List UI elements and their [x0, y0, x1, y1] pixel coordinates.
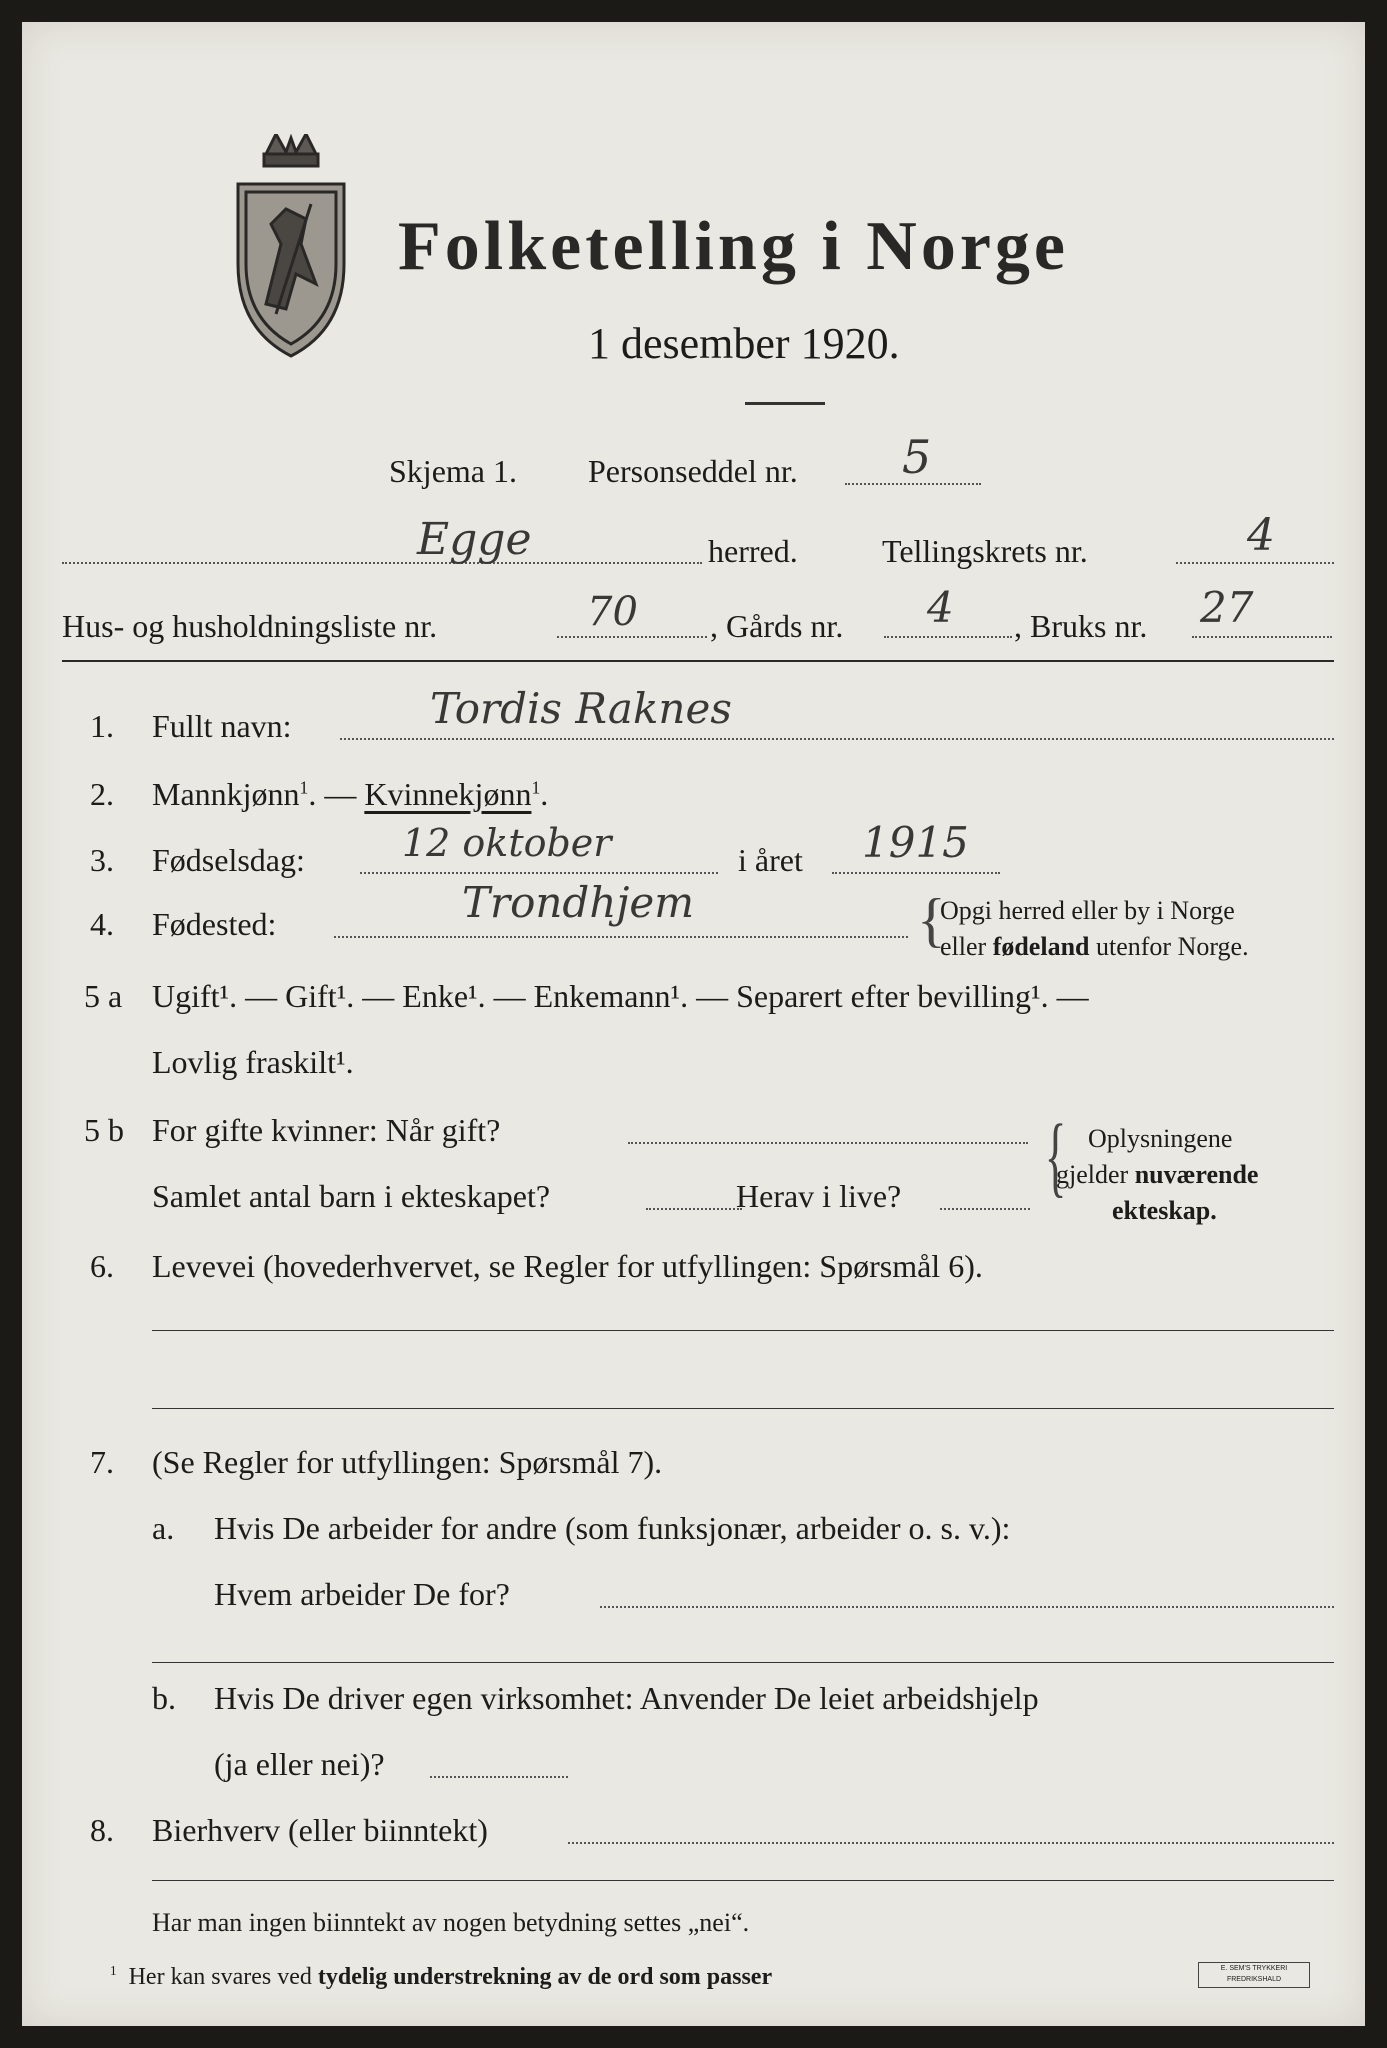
q3-label: Fødselsdag:: [152, 842, 305, 878]
tellingskrets-label: Tellingskrets nr.: [882, 533, 1088, 569]
q5b-brace: {: [1044, 1107, 1067, 1206]
q5b-children-label: Samlet antal barn i ekteskapet?: [152, 1178, 551, 1214]
q5b-note3: ekteskap.: [1112, 1196, 1217, 1225]
q6-answer-line1[interactable]: [152, 1330, 1334, 1331]
q8-number: 8.: [90, 1812, 114, 1848]
form-title: Folketelling i Norge: [398, 208, 1070, 285]
q7-label: (Se Regler for utfyllingen: Spørsmål 7).: [152, 1444, 663, 1480]
q4-birthplace[interactable]: Trondhjem: [462, 878, 695, 927]
gards-line: [884, 636, 1012, 638]
q7b-line1: Hvis De driver egen virksomhet: Anvender De leiet arbeidshjelp: [214, 1680, 1039, 1716]
husliste-label: Hus- og husholdningsliste nr.: [62, 608, 438, 644]
q7a-line2: Hvem arbeider De for?: [214, 1576, 510, 1612]
q3-year-line: [832, 872, 1000, 874]
census-form-page: [22, 22, 1365, 2026]
gards-label: , Gårds nr.: [710, 608, 844, 644]
q7-number: 7.: [90, 1444, 114, 1480]
norway-coat-of-arms-icon: [226, 134, 356, 364]
personseddel-label: Personseddel nr.: [588, 453, 798, 489]
q5b-note1: Oplysningene: [1088, 1124, 1233, 1153]
q8-line[interactable]: [568, 1842, 1334, 1844]
q2-end: .: [540, 776, 549, 812]
printer-stamp: E. SEM'S TRYKKERI FREDRIKSHALD: [1198, 1962, 1310, 1988]
q8-label: Bierhverv (eller biinntekt): [152, 1812, 488, 1848]
bruks-line: [1192, 636, 1332, 638]
q7a-line1: Hvis De arbeider for andre (som funksjonær, arbeider o. s. v.):: [214, 1510, 1011, 1546]
q4-number: 4.: [90, 906, 114, 942]
bruks-value[interactable]: 27: [1200, 583, 1254, 632]
herred-line: [62, 562, 702, 564]
q5b-number: 5 b: [84, 1112, 124, 1148]
q5a-options[interactable]: Ugift¹. — Gift¹. — Enke¹. — Enkemann¹. — Separert efter bevilling¹. —: [152, 978, 1089, 1014]
q7b-marker: b.: [152, 1680, 176, 1716]
footer-note: Har man ingen biinntekt av nogen betydning settes „nei“.: [152, 1908, 750, 1937]
tellingskrets-line: [1176, 562, 1334, 564]
q5b-alive-line: [940, 1208, 1030, 1210]
q5b-married-line: [628, 1142, 1028, 1144]
q4-brace: {: [917, 887, 946, 953]
q2-number: 2.: [90, 776, 114, 812]
skjema-label: Skjema 1.: [389, 453, 517, 489]
q5b-children-line: [646, 1208, 742, 1210]
q7a-marker: a.: [152, 1510, 175, 1546]
q5b-alive-label: Herav i live?: [736, 1178, 902, 1214]
tellingskrets-value[interactable]: 4: [1247, 510, 1275, 561]
q3-date-line: [360, 872, 718, 874]
q6-label: Levevei (hovederhvervet, se Regler for utfyllingen: Spørsmål 6).: [152, 1248, 983, 1284]
q5a-lovlig-fraskilt[interactable]: Lovlig fraskilt¹.: [152, 1044, 354, 1080]
q3-birth-date[interactable]: 12 oktober: [402, 821, 612, 865]
q6-answer-line2[interactable]: [152, 1408, 1334, 1409]
q3-birth-year[interactable]: 1915: [862, 818, 969, 867]
q5b-married-when: For gifte kvinner: Når gift?: [152, 1112, 501, 1148]
q5a-number: 5 a: [84, 978, 123, 1014]
herred-label: herred.: [708, 533, 798, 569]
q4-note-line2: eller fødeland utenfor Norge.: [940, 932, 1249, 961]
form-date: 1 desember 1920.: [588, 319, 900, 368]
q3-year-label: i året: [738, 842, 803, 878]
title-divider: [745, 402, 825, 405]
q5b-note2: gjelder nuværende: [1056, 1160, 1259, 1189]
q3-number: 3.: [90, 842, 114, 878]
q2-kvinnekjonn-option[interactable]: Kvinnekjønn: [364, 776, 532, 812]
q7a-answer-line[interactable]: [152, 1662, 1334, 1663]
q1-number: 1.: [90, 708, 114, 744]
q1-line: [340, 738, 1334, 740]
q1-label: Fullt navn:: [152, 708, 292, 744]
personseddel-value[interactable]: 5: [902, 430, 932, 484]
gards-value[interactable]: 4: [927, 583, 954, 632]
q2-separator: . —: [308, 776, 357, 812]
q7b-answer-line[interactable]: [430, 1776, 568, 1778]
header-rule: [62, 660, 1334, 662]
bruks-label: , Bruks nr.: [1014, 608, 1148, 644]
q2-mannkjonn-option[interactable]: Mannkjønn: [152, 776, 300, 812]
q8-answer-line[interactable]: [152, 1880, 1334, 1881]
q2-text: Mannkjønn$^1$. — Kvinnekjønn$^1$.: [152, 776, 549, 812]
q4-note-line1: Opgi herred eller by i Norge: [940, 896, 1235, 925]
q4-label: Fødested:: [152, 906, 277, 942]
q1-full-name[interactable]: Tordis Raknes: [430, 684, 732, 733]
q7b-line2: (ja eller nei)?: [214, 1746, 385, 1782]
husliste-line: [557, 636, 707, 638]
husliste-value[interactable]: 70: [587, 589, 638, 635]
q6-number: 6.: [90, 1248, 114, 1284]
q7a-employer-line[interactable]: [600, 1606, 1334, 1608]
footnote: $^1$ Her kan svares ved tydelig understrekning av de ord som passer: [110, 1963, 773, 1990]
herred-value[interactable]: Egge: [417, 514, 532, 565]
q4-line: [334, 936, 908, 938]
